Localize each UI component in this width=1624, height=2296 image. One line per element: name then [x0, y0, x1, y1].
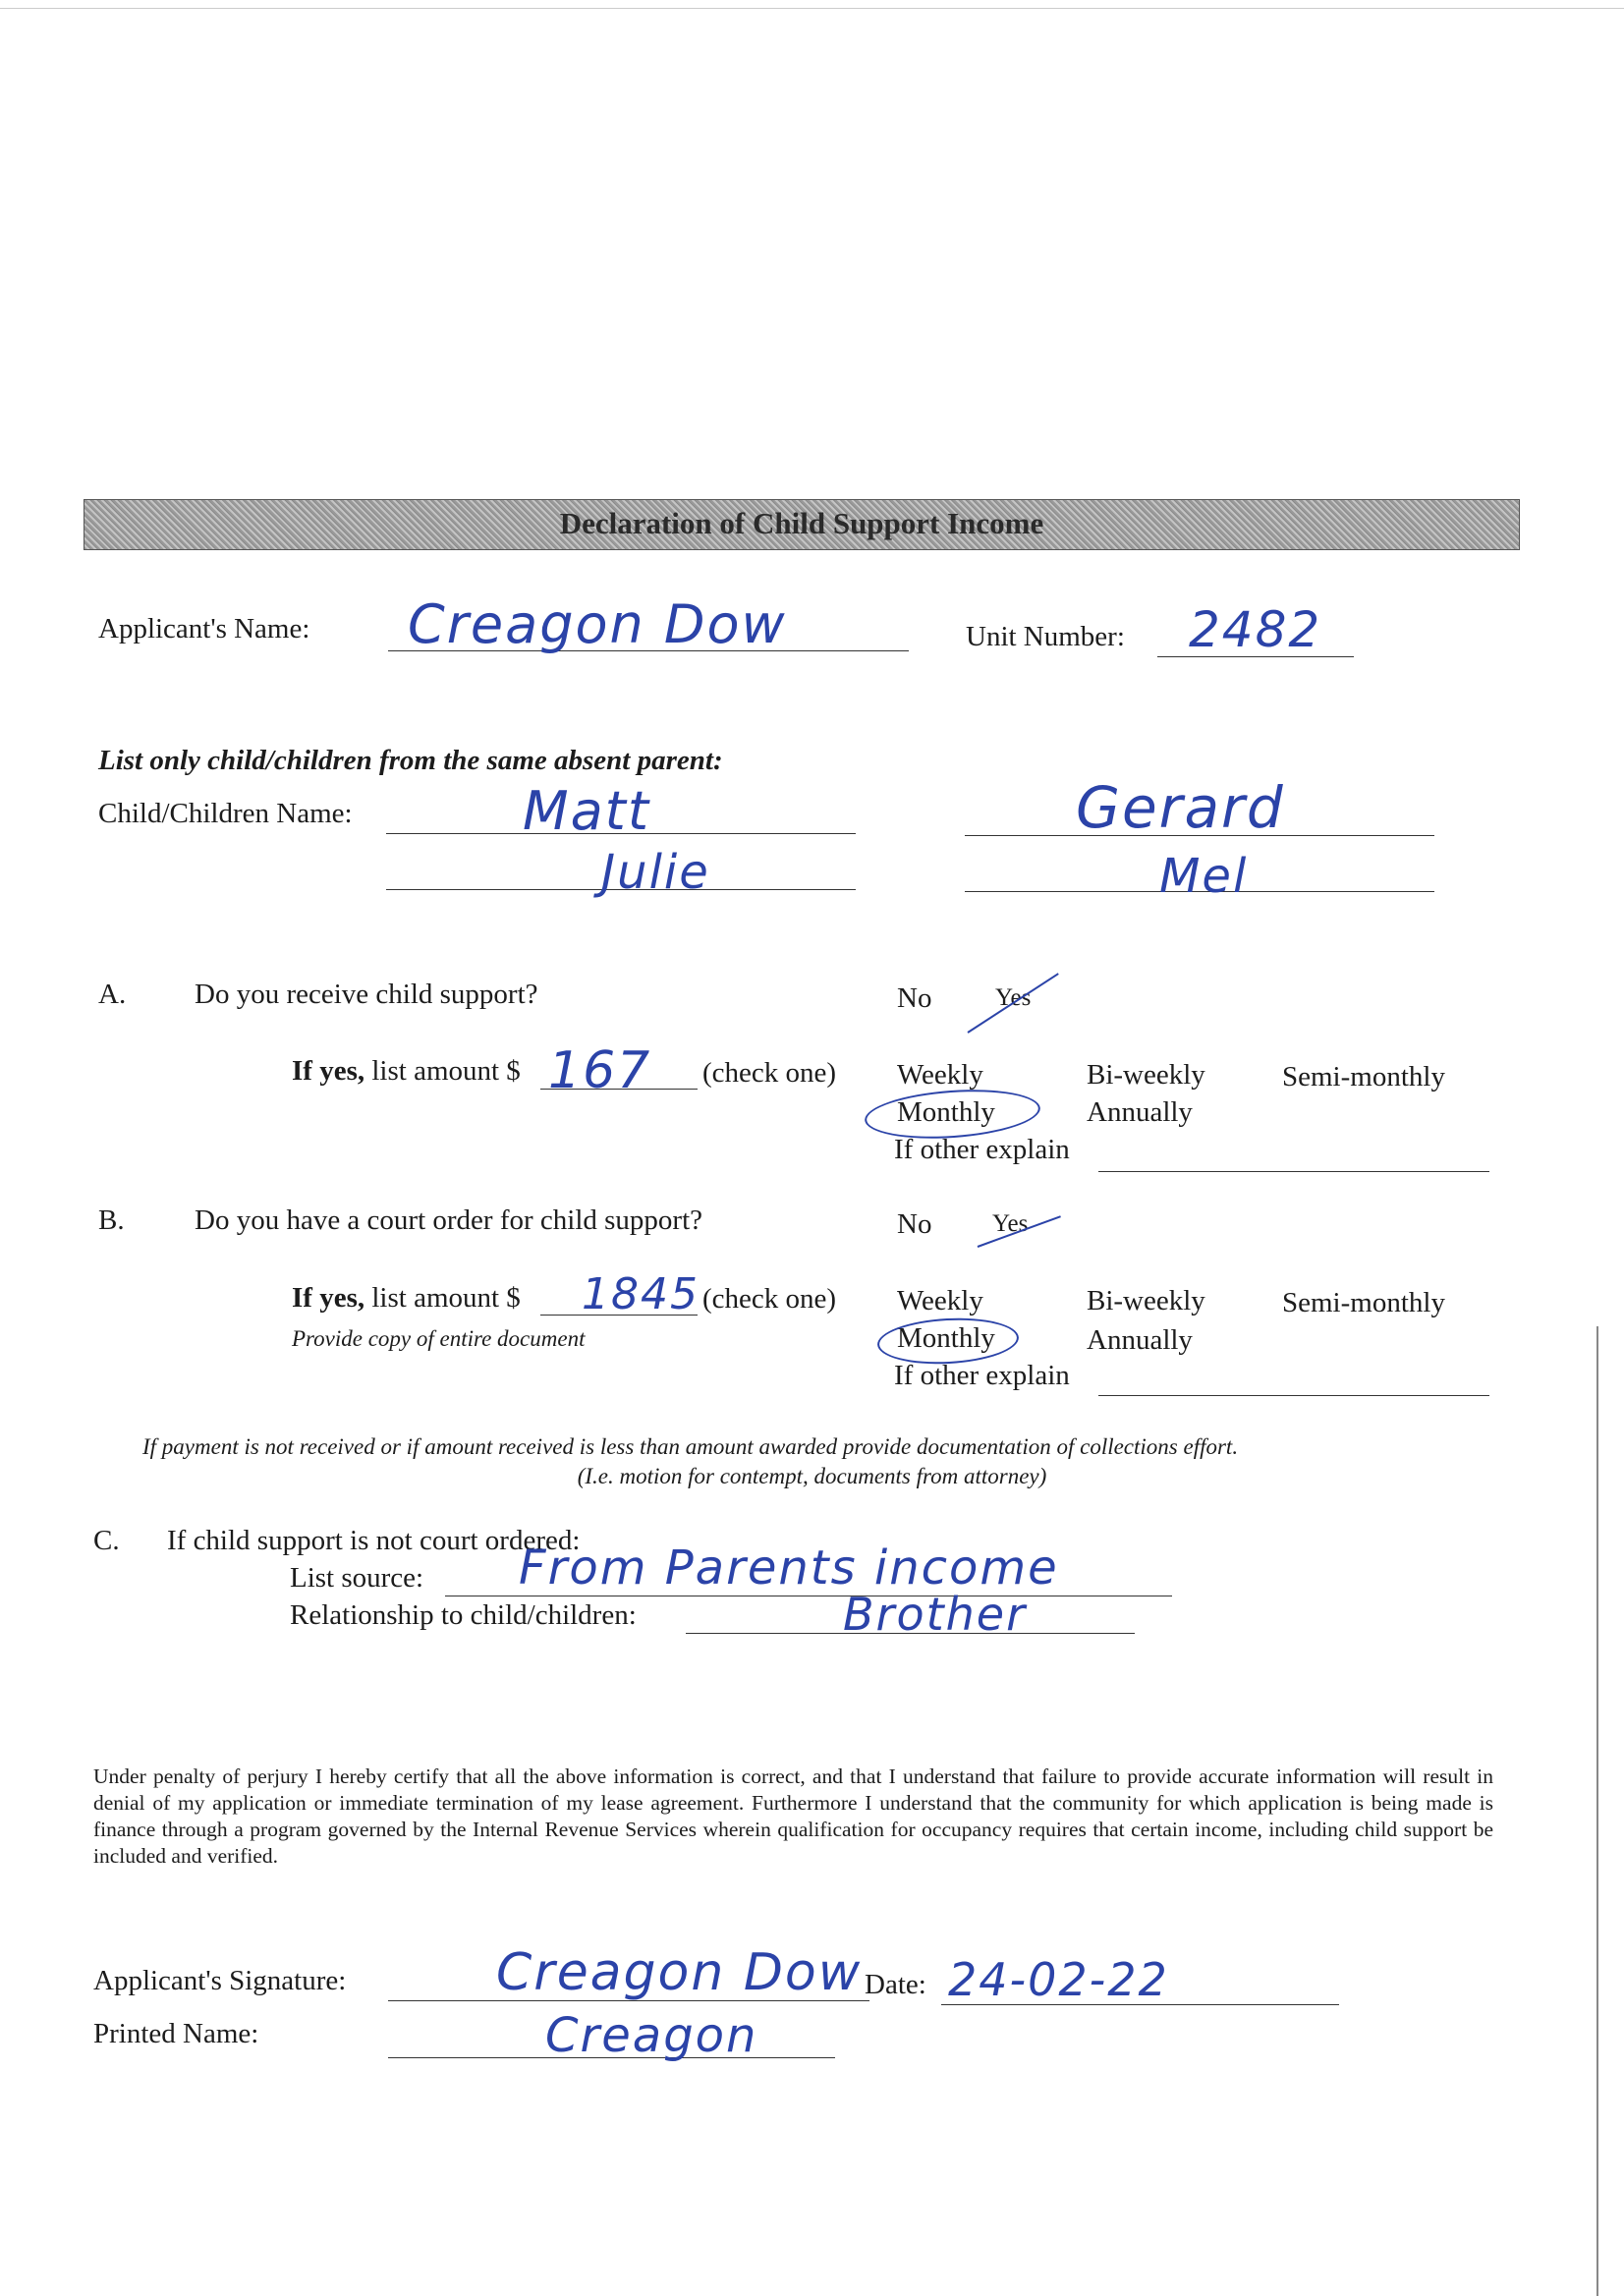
same-parent-note: List only child/children from the same absent parent:	[98, 745, 723, 776]
section-b-provide-copy: Provide copy of entire document	[292, 1326, 586, 1351]
section-a-question: Do you receive child support?	[195, 979, 538, 1010]
section-c-letter: C.	[93, 1525, 120, 1556]
relationship-label: Relationship to child/children:	[290, 1599, 637, 1631]
child-name-4[interactable]: Mel	[1159, 849, 1249, 904]
section-b-weekly[interactable]: Weekly	[897, 1285, 983, 1316]
section-a-check-one: (check one)	[702, 1057, 837, 1089]
section-b-other: If other explain	[894, 1360, 1070, 1391]
relationship-value[interactable]: Brother	[843, 1588, 1028, 1641]
applicant-name-label: Applicant's Name:	[98, 613, 310, 644]
section-b-annually[interactable]: Annually	[1087, 1324, 1193, 1356]
section-b-letter: B.	[98, 1204, 125, 1236]
printed-name-label: Printed Name:	[93, 2018, 259, 2049]
children-label: Child/Children Name:	[98, 798, 353, 829]
section-a-amount-value[interactable]: 167	[548, 1041, 652, 1100]
section-b-no[interactable]: No	[897, 1208, 932, 1240]
certification-text: Under penalty of perjury I hereby certify that all the above information is correct, and that I understand that failure to provide accurate information will result in denial of my application or immediate termination of my lease agreement. Furthermore I understand that the community for which application is being made is finance through a program governed by the Internal Revenue Services wherein qualification for occupancy requires that certain income, including child support be included and verified.	[93, 1764, 1493, 1868]
section-a-other: If other explain	[894, 1134, 1070, 1165]
unit-number-value[interactable]: 2482	[1189, 601, 1322, 658]
section-a-no[interactable]: No	[897, 982, 932, 1014]
applicant-name-value[interactable]: Creagon Dow	[408, 593, 787, 655]
date-label: Date:	[865, 1969, 926, 2000]
section-a-semimonthly[interactable]: Semi-monthly	[1282, 1061, 1445, 1092]
section-b-other-line	[1098, 1395, 1489, 1396]
child-name-1[interactable]: Matt	[523, 780, 651, 842]
printed-name-value[interactable]: Creagon	[545, 2008, 758, 2063]
section-a-if-yes: If yes, list amount $	[292, 1055, 521, 1087]
signature-value[interactable]: Creagon Dow	[496, 1943, 863, 2002]
section-b-yes[interactable]: Yes	[992, 1210, 1029, 1237]
list-source-value[interactable]: From Parents income	[519, 1540, 1059, 1596]
section-a-other-line	[1098, 1171, 1489, 1172]
form-title-banner	[84, 499, 1520, 550]
section-b-biweekly[interactable]: Bi-weekly	[1087, 1285, 1205, 1316]
date-value[interactable]: 24-02-22	[948, 1953, 1169, 2006]
child-name-2[interactable]: Julie	[601, 845, 710, 900]
section-a-yes[interactable]: Yes	[995, 984, 1032, 1011]
child-name-3[interactable]: Gerard	[1076, 774, 1285, 841]
section-a-weekly[interactable]: Weekly	[897, 1059, 983, 1091]
signature-label: Applicant's Signature:	[93, 1965, 347, 1996]
section-b-check-one: (check one)	[702, 1283, 837, 1315]
section-b-monthly[interactable]: Monthly	[897, 1322, 995, 1354]
section-a-letter: A.	[98, 979, 127, 1010]
payment-note-2: (I.e. motion for contempt, documents from attorney)	[577, 1464, 1047, 1488]
section-c-question: If child support is not court ordered:	[167, 1525, 581, 1556]
payment-note-1: If payment is not received or if amount received is less than amount awarded provide documentation of collections effort.	[142, 1434, 1239, 1459]
section-b-if-yes: If yes, list amount $	[292, 1282, 521, 1314]
section-b-semimonthly[interactable]: Semi-monthly	[1282, 1287, 1445, 1318]
form-title: Declaration of Child Support Income	[559, 506, 1044, 540]
section-b-amount-value[interactable]: 1845	[582, 1269, 700, 1319]
section-a-monthly[interactable]: Monthly	[897, 1096, 995, 1128]
unit-number-label: Unit Number:	[966, 621, 1125, 652]
section-a-yes-check	[967, 973, 1058, 1034]
section-b-question: Do you have a court order for child support?	[195, 1204, 703, 1236]
list-source-label: List source:	[290, 1562, 424, 1594]
section-a-biweekly[interactable]: Bi-weekly	[1087, 1059, 1205, 1091]
section-a-annually[interactable]: Annually	[1087, 1096, 1193, 1128]
page-top-edge	[0, 8, 1624, 9]
